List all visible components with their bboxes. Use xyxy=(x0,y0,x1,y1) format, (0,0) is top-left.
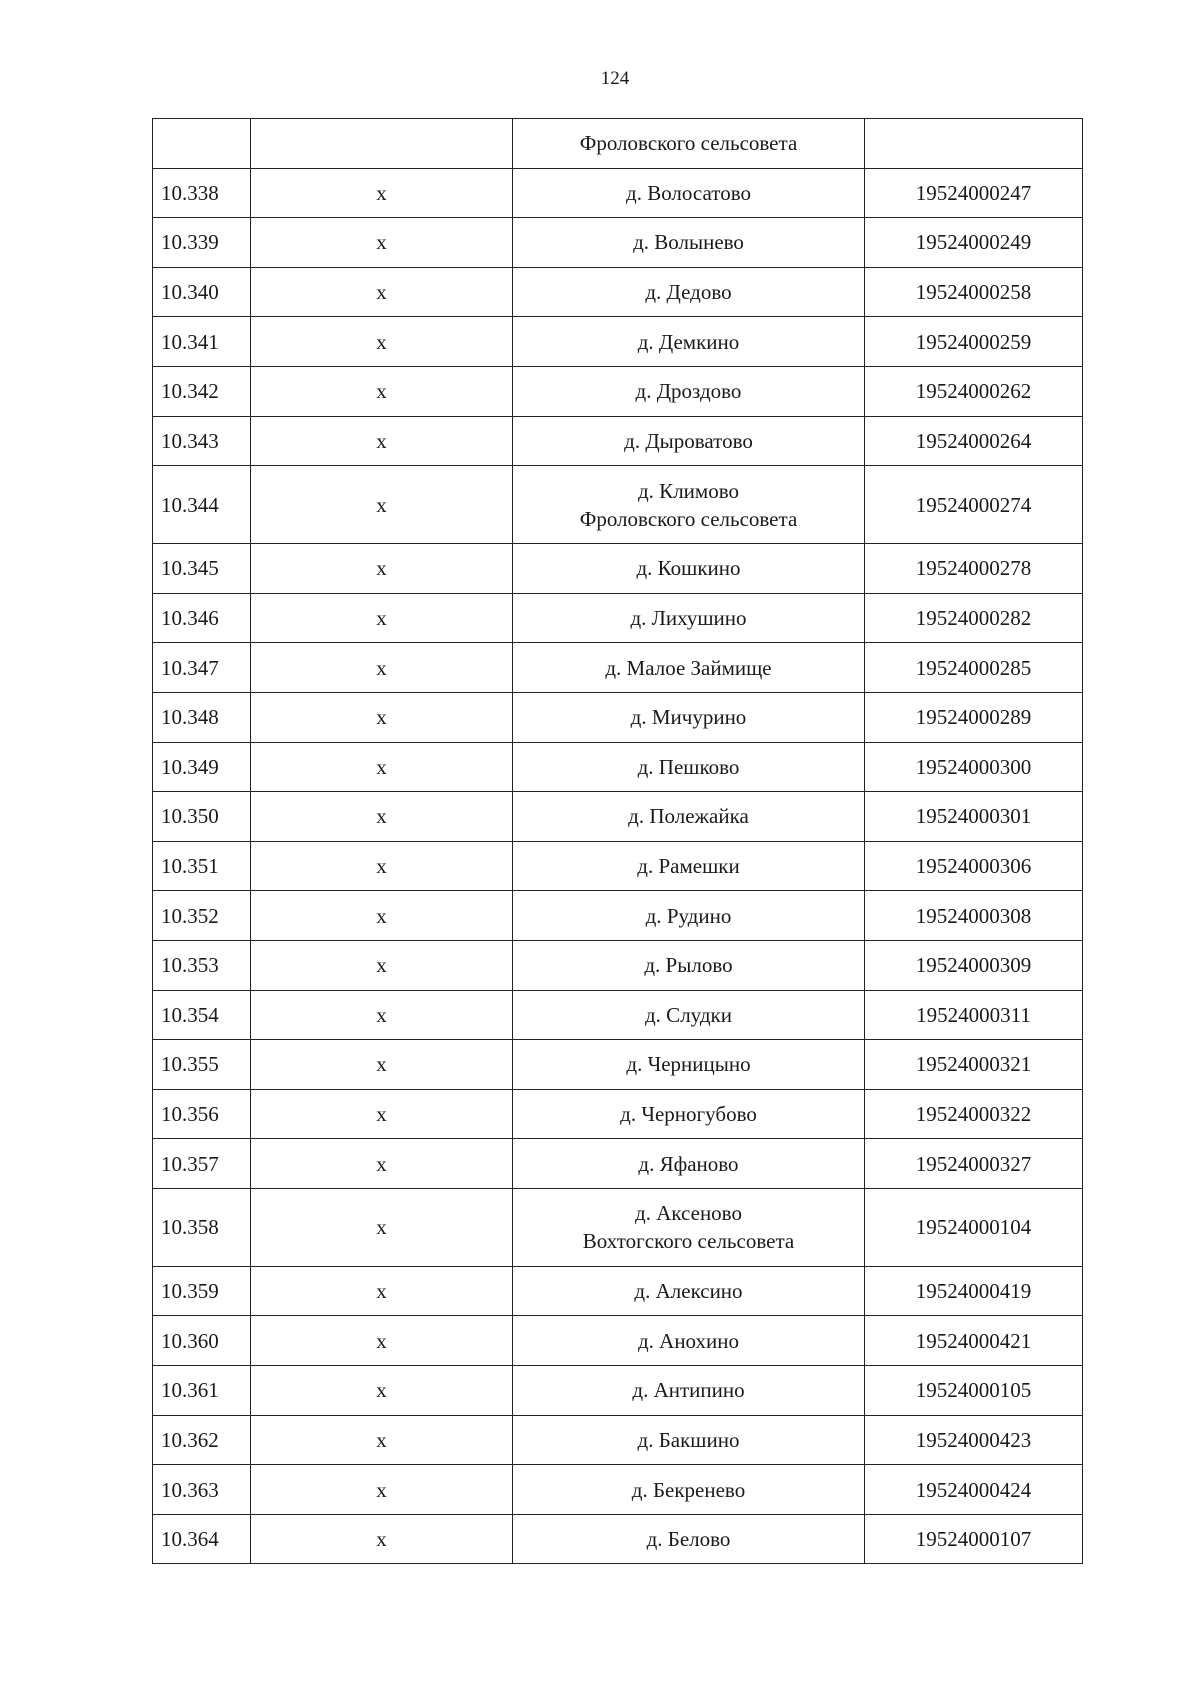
mark-cell: х xyxy=(251,267,513,317)
settlement-name-line: д. Рамешки xyxy=(637,854,740,879)
table-row xyxy=(153,990,1083,1040)
row-number-cell: 10.341 xyxy=(153,317,251,367)
settlement-name-line: д. Антипино xyxy=(632,1378,745,1403)
row-number-cell: 10.348 xyxy=(153,692,251,742)
table-row xyxy=(153,1188,1083,1266)
row-number-cell: 10.364 xyxy=(153,1514,251,1564)
table-row xyxy=(153,1366,1083,1416)
okato-code-cell: 19524000264 xyxy=(865,416,1083,466)
table-row xyxy=(153,940,1083,990)
okato-code-cell: 19524000285 xyxy=(865,643,1083,693)
row-number-cell: 10.350 xyxy=(153,792,251,842)
settlement-name-line: д. Малое Займище xyxy=(605,655,772,680)
table-row xyxy=(153,466,1083,544)
settlement-name-line: д. Полежайка xyxy=(628,804,749,829)
okato-code-cell: 19524000289 xyxy=(865,692,1083,742)
settlement-name-line: д. Белово xyxy=(646,1527,731,1552)
mark-cell: х xyxy=(251,1366,513,1416)
settlement-name-cell xyxy=(513,643,865,693)
okato-code-cell xyxy=(865,119,1083,169)
table-row xyxy=(153,742,1083,792)
row-number-cell: 10.345 xyxy=(153,544,251,594)
settlement-name-line: Фроловского сельсовета xyxy=(579,506,798,531)
mark-cell: х xyxy=(251,990,513,1040)
row-number-cell: 10.354 xyxy=(153,990,251,1040)
settlement-name-cell xyxy=(513,1514,865,1564)
okato-code-cell: 19524000419 xyxy=(865,1266,1083,1316)
table-row xyxy=(153,1266,1083,1316)
settlement-name-cell xyxy=(513,742,865,792)
mark-cell: х xyxy=(251,1040,513,1090)
settlement-name-cell xyxy=(513,792,865,842)
okato-code-cell: 19524000249 xyxy=(865,218,1083,268)
settlement-name-line: д. Дроздово xyxy=(635,379,742,404)
mark-cell xyxy=(251,119,513,169)
settlement-name-line: д. Анохино xyxy=(637,1328,740,1353)
mark-cell: х xyxy=(251,1089,513,1139)
settlement-name-cell xyxy=(513,1316,865,1366)
mark-cell: х xyxy=(251,1316,513,1366)
settlement-name-cell xyxy=(513,692,865,742)
table-row xyxy=(153,1316,1083,1366)
settlement-name-cell xyxy=(513,466,865,544)
row-number-cell: 10.349 xyxy=(153,742,251,792)
mark-cell: х xyxy=(251,841,513,891)
settlement-name-cell xyxy=(513,1465,865,1515)
mark-cell: х xyxy=(251,1266,513,1316)
row-number-cell: 10.353 xyxy=(153,940,251,990)
row-number-cell: 10.362 xyxy=(153,1415,251,1465)
settlement-name-line: д. Бакшино xyxy=(637,1427,740,1452)
row-number-cell: 10.360 xyxy=(153,1316,251,1366)
okato-code-cell: 19524000259 xyxy=(865,317,1083,367)
row-number-cell: 10.340 xyxy=(153,267,251,317)
okato-code-cell: 19524000104 xyxy=(865,1188,1083,1266)
okato-code-cell: 19524000308 xyxy=(865,891,1083,941)
table-row xyxy=(153,1089,1083,1139)
page-number: 124 xyxy=(600,68,630,89)
settlement-name-line: Вохтогского сельсовета xyxy=(582,1229,795,1254)
settlement-name-cell xyxy=(513,940,865,990)
row-number-cell: 10.347 xyxy=(153,643,251,693)
table-body xyxy=(153,119,1083,1564)
table-row xyxy=(153,1514,1083,1564)
row-number-cell xyxy=(153,119,251,169)
row-number-cell: 10.357 xyxy=(153,1139,251,1189)
table-row xyxy=(153,267,1083,317)
table-row xyxy=(153,1465,1083,1515)
table-row xyxy=(153,317,1083,367)
settlement-name-line: д. Аксеново xyxy=(635,1201,742,1226)
settlement-name-line: д. Волосатово xyxy=(626,180,751,205)
mark-cell: х xyxy=(251,1139,513,1189)
table-row xyxy=(153,692,1083,742)
okato-code-cell: 19524000301 xyxy=(865,792,1083,842)
mark-cell: х xyxy=(251,643,513,693)
table-row xyxy=(153,1139,1083,1189)
mark-cell: х xyxy=(251,168,513,218)
mark-cell: х xyxy=(251,1188,513,1266)
okato-code-cell: 19524000311 xyxy=(865,990,1083,1040)
settlement-name-cell xyxy=(513,891,865,941)
settlement-name-line: д. Климово xyxy=(638,478,739,503)
settlement-name-cell xyxy=(513,990,865,1040)
table-row xyxy=(153,841,1083,891)
settlement-name-line: д. Рудино xyxy=(645,903,732,928)
okato-code-cell: 19524000262 xyxy=(865,366,1083,416)
table-row xyxy=(153,643,1083,693)
settlement-name-cell xyxy=(513,317,865,367)
okato-code-cell: 19524000282 xyxy=(865,593,1083,643)
table-row xyxy=(153,1415,1083,1465)
settlement-name-line: д. Дыроватово xyxy=(624,428,753,453)
settlement-name-line: д. Рылово xyxy=(644,953,733,978)
settlement-name-line: д. Черногубово xyxy=(620,1101,757,1126)
row-number-cell: 10.355 xyxy=(153,1040,251,1090)
table-row xyxy=(153,119,1083,169)
row-number-cell: 10.361 xyxy=(153,1366,251,1416)
settlement-name-cell xyxy=(513,1188,865,1266)
row-number-cell: 10.346 xyxy=(153,593,251,643)
okato-code-cell: 19524000105 xyxy=(865,1366,1083,1416)
settlement-name-cell xyxy=(513,544,865,594)
settlement-name-cell xyxy=(513,1415,865,1465)
settlement-name-cell xyxy=(513,416,865,466)
settlement-name-line: д. Лихушино xyxy=(630,606,747,631)
mark-cell: х xyxy=(251,317,513,367)
table-row xyxy=(153,366,1083,416)
okato-code-cell: 19524000421 xyxy=(865,1316,1083,1366)
mark-cell: х xyxy=(251,366,513,416)
settlement-name-line: д. Алексино xyxy=(634,1279,743,1304)
okato-code-cell: 19524000321 xyxy=(865,1040,1083,1090)
settlement-name-line: Фроловского сельсовета xyxy=(579,131,798,156)
mark-cell: х xyxy=(251,742,513,792)
row-number-cell: 10.344 xyxy=(153,466,251,544)
settlement-name-line: д. Пешково xyxy=(637,754,740,779)
mark-cell: х xyxy=(251,1415,513,1465)
row-number-cell: 10.363 xyxy=(153,1465,251,1515)
mark-cell: х xyxy=(251,593,513,643)
settlement-name-cell xyxy=(513,1139,865,1189)
okato-code-cell: 19524000247 xyxy=(865,168,1083,218)
table-row xyxy=(153,416,1083,466)
okato-code-cell: 19524000274 xyxy=(865,466,1083,544)
settlement-name-line: д. Бекренево xyxy=(631,1477,746,1502)
row-number-cell: 10.342 xyxy=(153,366,251,416)
okato-code-cell: 19524000322 xyxy=(865,1089,1083,1139)
table-row xyxy=(153,792,1083,842)
settlement-name-cell xyxy=(513,366,865,416)
settlement-name-line: д. Яфаново xyxy=(638,1151,739,1176)
row-number-cell: 10.358 xyxy=(153,1188,251,1266)
settlement-name-cell xyxy=(513,1040,865,1090)
table-row xyxy=(153,593,1083,643)
settlement-name-line: д. Черницыно xyxy=(626,1052,751,1077)
settlement-name-line: д. Слудки xyxy=(645,1002,732,1027)
settlement-name-cell xyxy=(513,1089,865,1139)
mark-cell: х xyxy=(251,218,513,268)
okato-code-cell: 19524000424 xyxy=(865,1465,1083,1515)
mark-cell: х xyxy=(251,692,513,742)
row-number-cell: 10.356 xyxy=(153,1089,251,1139)
mark-cell: х xyxy=(251,792,513,842)
settlement-name-line: д. Дедово xyxy=(645,280,732,305)
row-number-cell: 10.351 xyxy=(153,841,251,891)
settlement-name-line: д. Волынево xyxy=(633,230,744,255)
okato-code-cell: 19524000107 xyxy=(865,1514,1083,1564)
settlement-name-cell xyxy=(513,1366,865,1416)
settlement-name-line: д. Кошкино xyxy=(636,556,741,581)
okato-code-cell: 19524000423 xyxy=(865,1415,1083,1465)
row-number-cell: 10.352 xyxy=(153,891,251,941)
settlement-name-cell xyxy=(513,593,865,643)
settlement-name-cell xyxy=(513,1266,865,1316)
row-number-cell: 10.339 xyxy=(153,218,251,268)
mark-cell: х xyxy=(251,544,513,594)
table-row xyxy=(153,1040,1083,1090)
okato-code-cell: 19524000306 xyxy=(865,841,1083,891)
mark-cell: х xyxy=(251,1514,513,1564)
settlement-name-cell xyxy=(513,841,865,891)
mark-cell: х xyxy=(251,466,513,544)
mark-cell: х xyxy=(251,1465,513,1515)
mark-cell: х xyxy=(251,940,513,990)
settlement-name-line: д. Мичурино xyxy=(630,705,747,730)
table-row xyxy=(153,218,1083,268)
settlement-name-cell xyxy=(513,218,865,268)
settlement-name-cell xyxy=(513,168,865,218)
table-row xyxy=(153,544,1083,594)
okato-code-cell: 19524000300 xyxy=(865,742,1083,792)
row-number-cell: 10.343 xyxy=(153,416,251,466)
okato-code-cell: 19524000258 xyxy=(865,267,1083,317)
row-number-cell: 10.359 xyxy=(153,1266,251,1316)
row-number-cell: 10.338 xyxy=(153,168,251,218)
okato-code-cell: 19524000309 xyxy=(865,940,1083,990)
table-row xyxy=(153,891,1083,941)
settlements-table xyxy=(152,118,1083,1564)
table-row xyxy=(153,168,1083,218)
okato-code-cell: 19524000327 xyxy=(865,1139,1083,1189)
settlement-name-cell xyxy=(513,267,865,317)
mark-cell: х xyxy=(251,891,513,941)
mark-cell: х xyxy=(251,416,513,466)
okato-code-cell: 19524000278 xyxy=(865,544,1083,594)
settlement-name-cell xyxy=(513,119,865,169)
settlement-name-line: д. Демкино xyxy=(637,329,740,354)
